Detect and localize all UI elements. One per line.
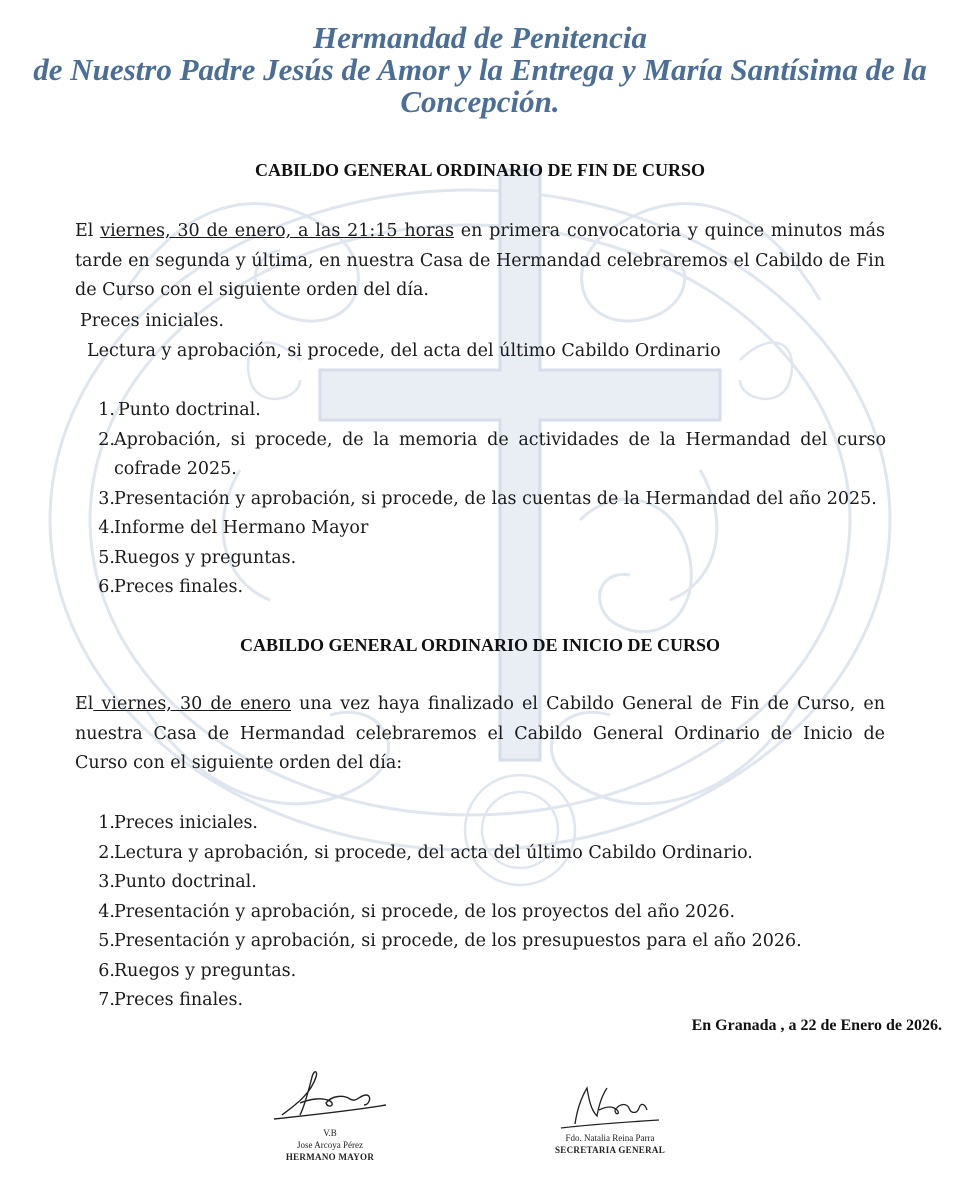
item-number: 1. xyxy=(98,813,115,833)
item-text: Presentación y aprobación, si procede, de las cuentas de la Hermandad del año 2025. xyxy=(114,488,877,509)
section-1-intro xyxy=(75,217,885,306)
list-item xyxy=(0,485,960,515)
list-item xyxy=(0,839,960,869)
signer-name: Jose Arcoya Pérez xyxy=(297,1140,363,1150)
item-number: 6. xyxy=(98,577,115,597)
list-item xyxy=(0,396,960,426)
item-number: 5. xyxy=(98,931,115,951)
section-1-heading: CABILDO GENERAL ORDINARIO DE FIN DE CURSO xyxy=(254,160,706,180)
intro-prefix: El xyxy=(75,221,101,241)
item-text: Preces iniciales. xyxy=(114,813,258,833)
title-line-1: Hermandad de Penitencia xyxy=(312,20,648,55)
item-text: Punto doctrinal. xyxy=(114,872,257,892)
vb-label: V.B xyxy=(323,1128,337,1138)
item-number: 2. xyxy=(98,842,115,863)
intro-rest: en primera convocatoria y quince minutos más tarde en segunda y última, en nuestra Casa de Hermandad celebraremos el Cabildo de Fin de Curso con el siguiente orden del día. xyxy=(75,221,886,300)
item-text: Lectura y aprobación, si procede, del acta del último Cabildo Ordinario. xyxy=(114,842,753,863)
section-2-agenda xyxy=(0,809,960,1016)
signature-natalia-icon xyxy=(555,1080,665,1132)
item-number: 4. xyxy=(98,518,115,538)
item-text: Preces finales. xyxy=(114,990,244,1010)
item-text: Ruegos y preguntas. xyxy=(114,960,297,981)
title-line-3: Concepción. xyxy=(400,84,560,119)
section-1-agenda xyxy=(0,396,960,603)
list-item xyxy=(0,986,960,1016)
meeting-date: viernes, 30 de enero xyxy=(93,694,291,714)
item-text: Informe del Hermano Mayor xyxy=(114,518,369,538)
list-item xyxy=(0,514,960,544)
item-text: Ruegos y preguntas. xyxy=(114,547,297,568)
item-text: Punto doctrinal. xyxy=(118,400,261,420)
section-2-intro xyxy=(75,690,885,779)
list-item xyxy=(0,573,960,603)
item-number: 7. xyxy=(98,990,115,1010)
item-text: Presentación y aprobación, si procede, de los proyectos del año 2026. xyxy=(114,901,736,922)
list-item xyxy=(0,426,960,485)
item-text: Preces finales. xyxy=(114,577,244,597)
meeting-date-time: viernes, 30 de enero, a las 21:15 horas xyxy=(100,221,454,241)
list-item xyxy=(0,957,960,987)
intro-prefix: El xyxy=(75,694,94,714)
signature-block-hermano-mayor xyxy=(240,1065,420,1163)
list-item xyxy=(0,898,960,928)
item-number: 3. xyxy=(98,488,115,509)
item-text: Presentación y aprobación, si procede, de los presupuestos para el año 2026. xyxy=(114,931,802,951)
signature-scribble-icon xyxy=(270,1065,390,1127)
list-item xyxy=(0,809,960,839)
item-number: 2. xyxy=(98,429,115,450)
list-item xyxy=(0,868,960,898)
brotherhood-title xyxy=(30,22,930,118)
pre-item-lectura: Lectura y aprobación, si procede, del acta del último Cabildo Ordinario xyxy=(87,341,721,361)
item-number: 3. xyxy=(98,872,115,892)
item-text: Aprobación, si procede, de la memoria de actividades de la Hermandad del curso cofrade 2025. xyxy=(114,429,886,479)
list-item xyxy=(0,544,960,574)
item-number: 5. xyxy=(98,547,115,568)
title-line-2: de Nuestro Padre Jesús de Amor y la Entrega y María Santísima de la xyxy=(33,52,927,87)
signer-name: Fdo. Natalia Reina Parra xyxy=(565,1133,655,1143)
pre-item-preces: Preces iniciales. xyxy=(80,311,224,331)
list-item xyxy=(0,927,960,957)
signature-block-secretaria xyxy=(520,1080,700,1156)
item-number: 6. xyxy=(98,960,115,981)
item-number: 4. xyxy=(98,901,115,922)
signer-role: SECRETARIA GENERAL xyxy=(554,1145,665,1155)
section-2-heading: CABILDO GENERAL ORDINARIO DE INICIO DE CURSO xyxy=(239,635,721,655)
intro-rest: una vez haya finalizado el Cabildo General de Fin de Curso, en nuestra Casa de Hermandad celebraremos el Cabildo General Ordinario de Inicio de Curso con el siguiente orden del día: xyxy=(75,694,886,773)
place-and-date: En Granada , a 22 de Enero de 2026. xyxy=(691,1017,942,1034)
item-number: 1. xyxy=(98,400,115,420)
signer-role: HERMANO MAYOR xyxy=(285,1152,375,1162)
